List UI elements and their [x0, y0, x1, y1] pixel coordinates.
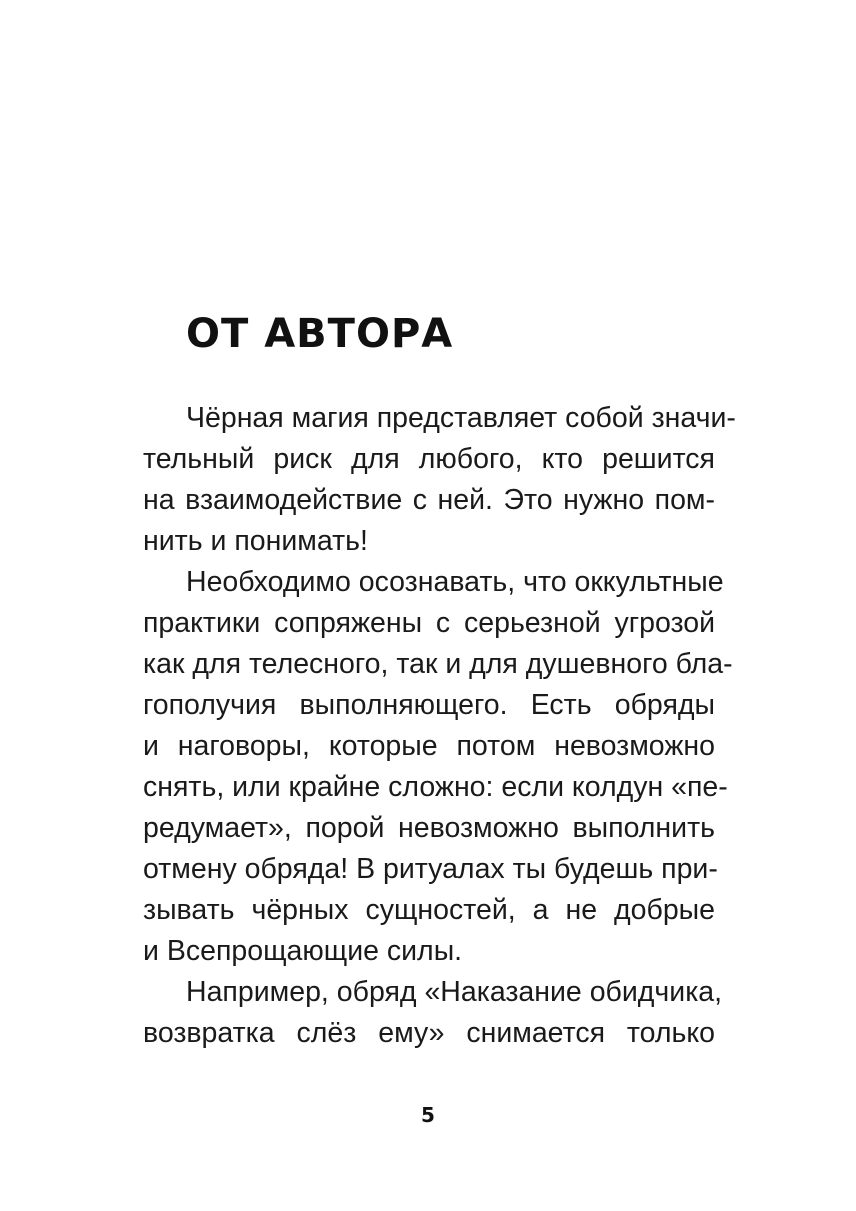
text-line: как для телесного, так и для душевного бла-: [143, 648, 733, 680]
text-line: Чёрная магия представляет собой значи-: [186, 402, 736, 434]
text-line: на взаимодействие с ней. Это нужно пом-: [143, 484, 715, 516]
text-line: гополучия выполняющего. Есть обряды: [143, 689, 715, 721]
chapter-heading: ОТ АВТОРА: [186, 311, 454, 357]
page-number: 5: [421, 1103, 435, 1127]
body-text: [143, 398, 736, 1054]
text-line: и наговоры, которые потом невозможно: [143, 730, 715, 762]
text-line: Необходимо осознавать, что оккультные: [186, 566, 724, 598]
text-line: и Всепрощающие силы.: [143, 935, 463, 967]
text-line: редумает», порой невозможно выполнить: [143, 812, 715, 844]
text-line: нить и понимать!: [143, 525, 368, 557]
text-line: практики сопряжены с серьезной угрозой: [143, 607, 715, 639]
text-line: тельный риск для любого, кто решится: [143, 443, 715, 475]
text-line: Например, обряд «Наказание обидчика,: [186, 976, 723, 1008]
text-line: отмену обряда! В ритуалах ты будешь при-: [143, 853, 718, 885]
text-line: зывать чёрных сущностей, а не добрые: [143, 894, 715, 926]
text-line: возвратка слёз ему» снимается только: [143, 1017, 715, 1049]
text-line: снять, или крайне сложно: если колдун «пе-: [143, 771, 728, 803]
